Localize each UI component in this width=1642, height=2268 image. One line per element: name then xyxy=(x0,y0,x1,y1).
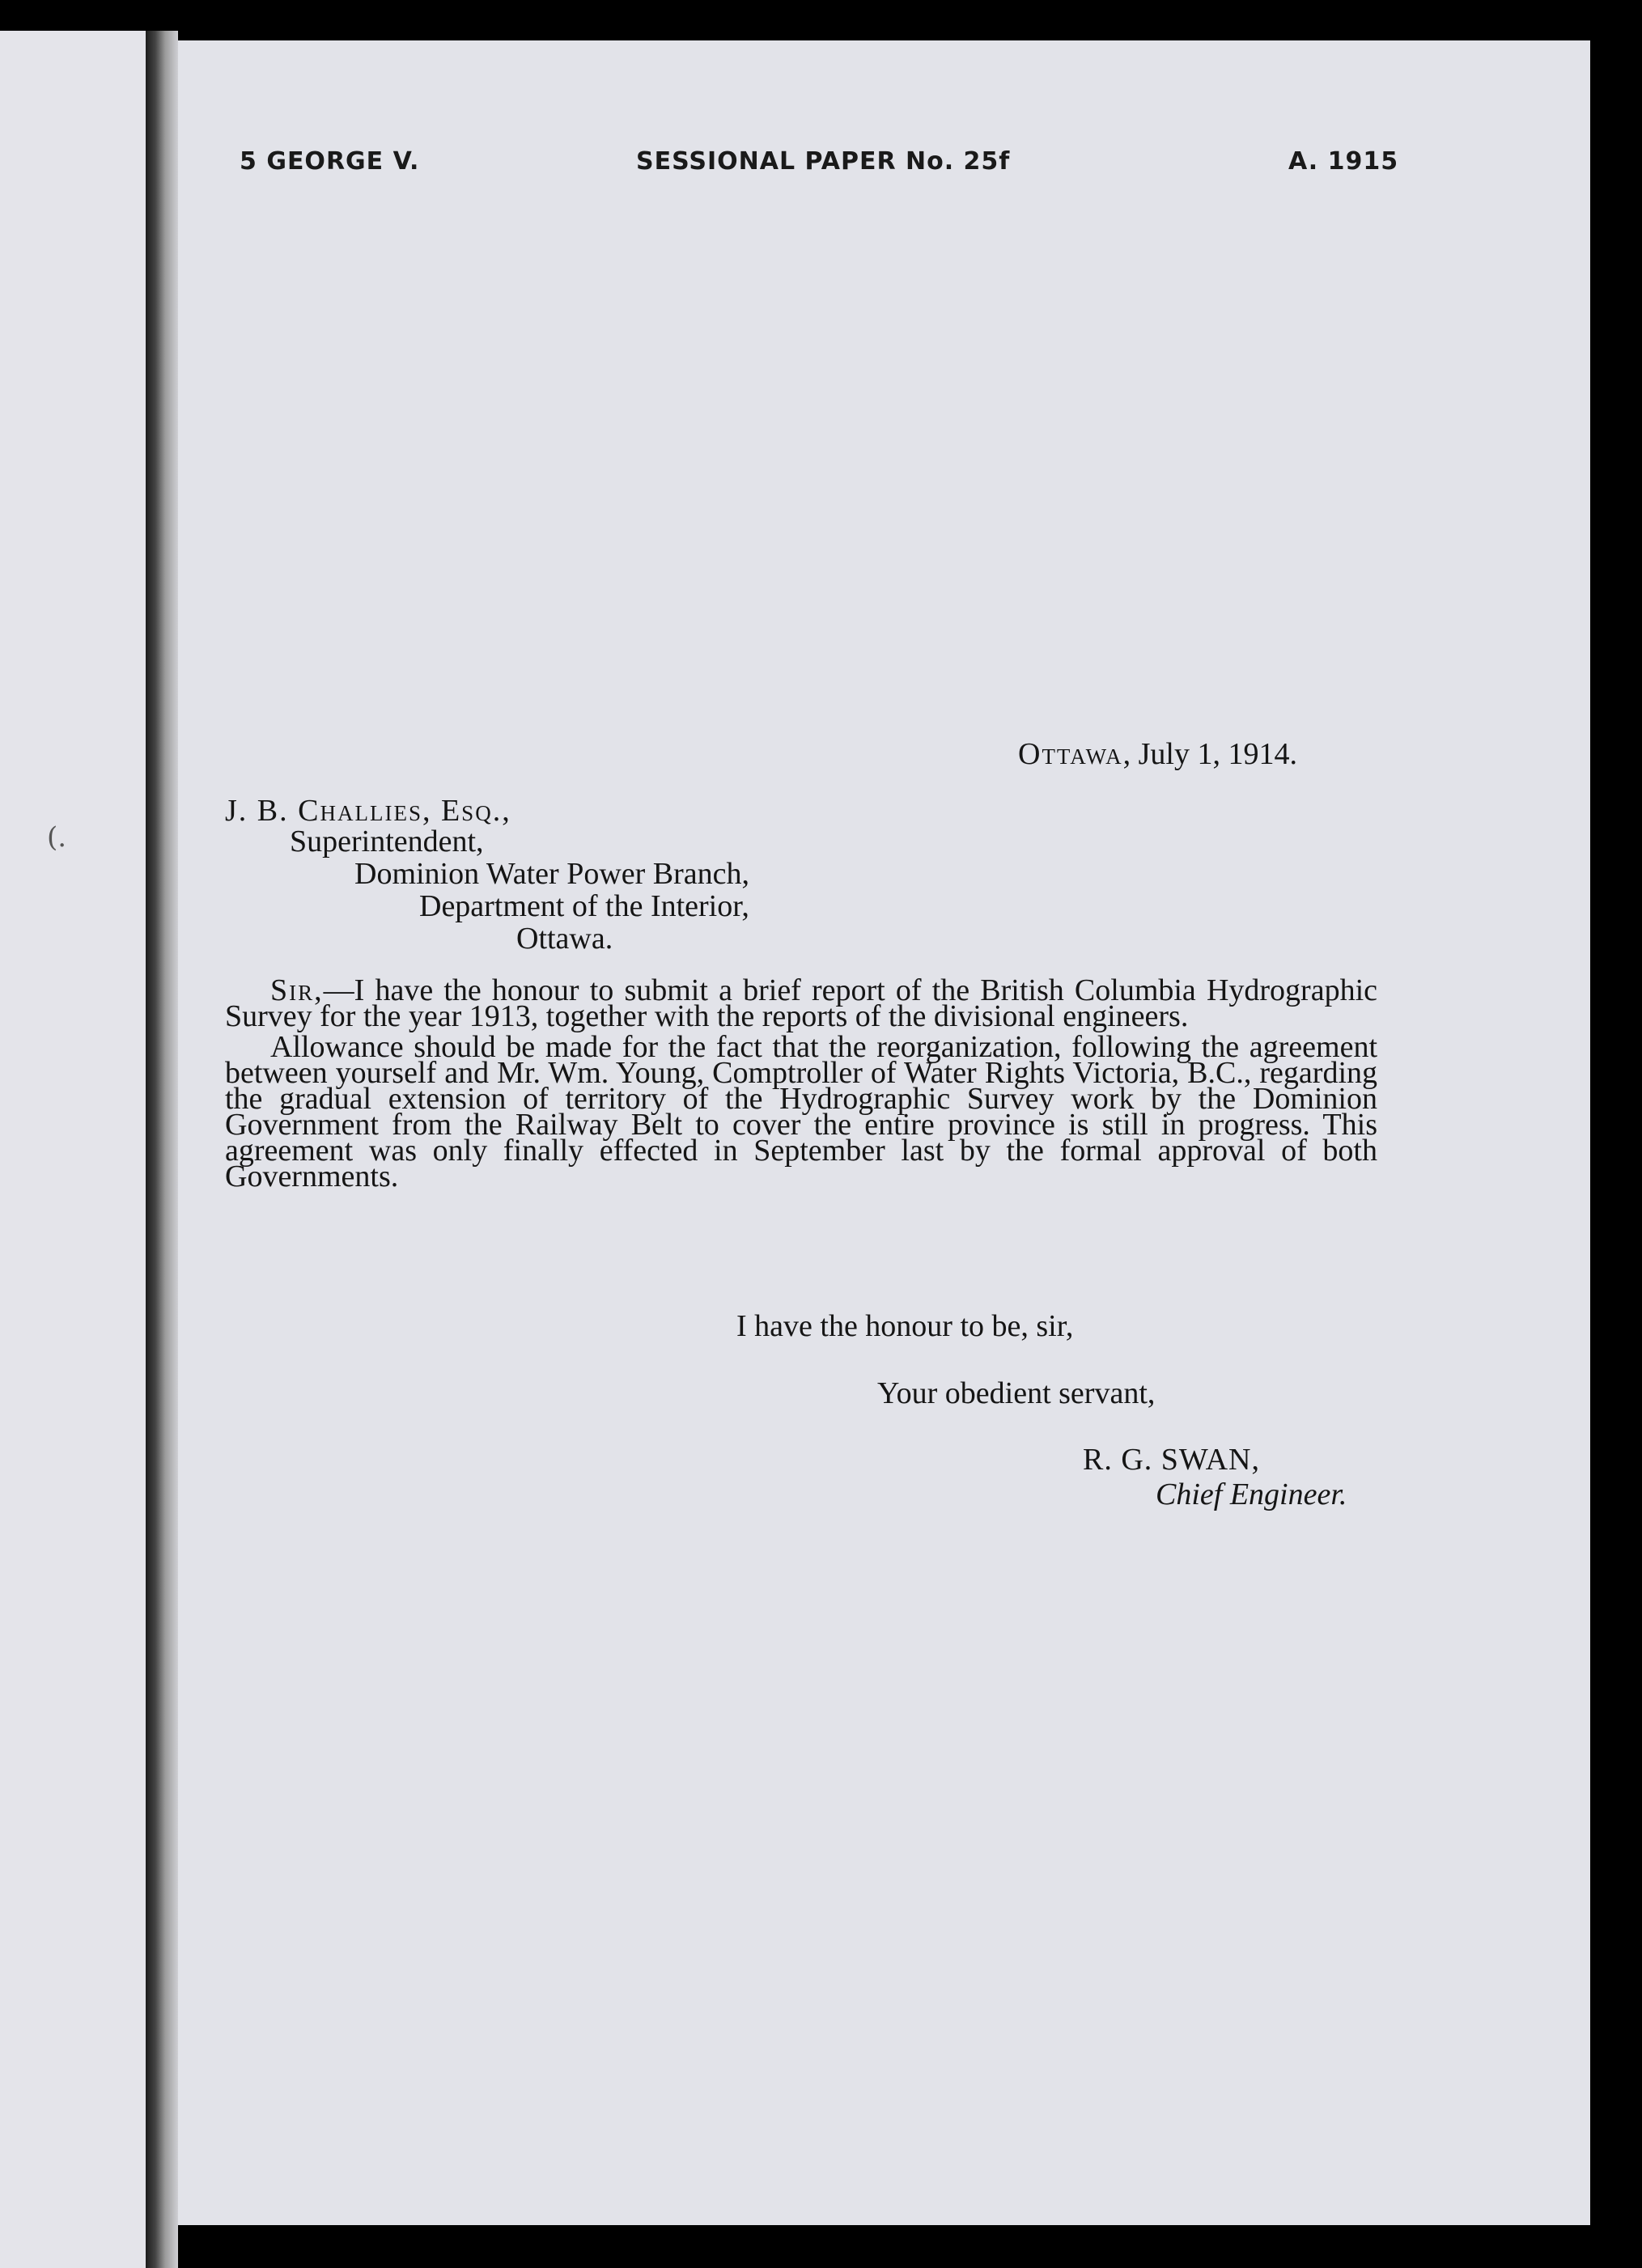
dateline-place: Ottawa xyxy=(1018,737,1123,771)
paragraph-1-text: —I have the honour to submit a brief report of the British Columbia Hydrographic Survey for the year 1913, together with the reports of the divisional engineers. xyxy=(225,973,1377,1033)
closing-line-1: I have the honour to be, sir, xyxy=(736,1309,1074,1343)
salutation: Sir, xyxy=(270,973,324,1007)
letter-body xyxy=(225,973,1377,1194)
letter-dateline xyxy=(1018,736,1297,772)
binding-gutter xyxy=(146,31,178,2268)
addressee-line-3: Department of the Interior, xyxy=(419,889,749,923)
addressee-line-1: Superintendent, xyxy=(290,825,484,858)
addressee-line-2: Dominion Water Power Branch, xyxy=(354,857,750,891)
running-head-center: SESSIONAL PAPER No. 25f xyxy=(636,147,1011,176)
dateline-date: , July 1, 1914. xyxy=(1122,737,1297,771)
paragraph-2: Allowance should be made for the fact that the reorganization, following the agreement between yourself and Mr. Wm. Young, Comptroller of Water Rights Victoria, B.C., regarding the gradual extension of territory of the Hydrographic Survey work by the Dominion Government from the Railway Belt to cover the entire province is still in progress. This agreement was only finally effected in September last by the formal approval of both Governments. xyxy=(225,1030,1377,1193)
closing-line-2: Your obedient servant, xyxy=(877,1376,1156,1410)
running-head-left: 5 GEORGE V. xyxy=(240,147,420,176)
paragraph-1 xyxy=(225,973,1377,1033)
addressee-line-4: Ottawa. xyxy=(516,922,613,956)
addressee-name: J. B. Challies, Esq., xyxy=(225,794,511,828)
margin-mark: (. xyxy=(47,821,67,854)
running-head-right: A. 1915 xyxy=(1288,147,1399,176)
signatory-title: Chief Engineer. xyxy=(1156,1477,1347,1511)
facing-page-edge xyxy=(0,31,146,2268)
signature: R. G. SWAN, xyxy=(1083,1443,1260,1477)
